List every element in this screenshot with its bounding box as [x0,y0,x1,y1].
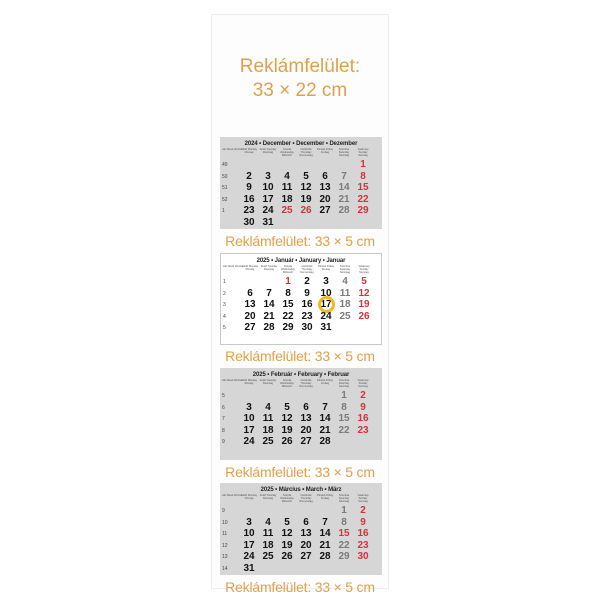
week-number-header: Hét Week Woche [222,379,243,382]
day-cell: 19 [281,424,293,436]
week-number: 1 [223,279,226,285]
week-row [221,311,381,323]
day-cell: 8 [341,516,347,528]
weekday-header: Szombat Saturday Samstag [339,265,351,274]
day-cell: 23 [301,310,313,322]
day-cell: 4 [342,276,348,287]
week-row [221,299,381,311]
week-number-header: Hét Week Woche [223,265,244,268]
weekday-header: Péntek Friday Freitag [317,265,334,271]
day-cell: 30 [357,551,369,562]
day-cell: 28 [338,205,350,216]
day-cell: 21 [319,539,331,551]
day-cell: 14 [338,182,350,193]
day-cell: 16 [243,193,255,205]
month-title: 2025 • Január • January • Januar [256,258,346,264]
week-row [220,563,382,575]
weekday-header: Hétfő Monday Montag [241,265,259,271]
day-cell: 18 [262,539,274,551]
day-cell: 7 [322,401,328,413]
day-cell: 22 [357,193,369,205]
weekday-header: Szerda Wednesday Mittwoch [280,148,294,157]
day-cell: 16 [301,299,313,310]
weekday-header: Kedd Tuesday Dienstag [259,148,277,154]
day-cell: 16 [357,413,369,424]
day-cell: 20 [319,193,331,205]
day-cell: 30 [243,216,255,228]
day-cell: 28 [263,322,275,333]
weekday-header: Hétfő Monday Montag [240,494,258,500]
weekday-header: Hétfő Monday Montag [240,148,258,154]
day-cell: 17 [320,299,332,310]
week-number: 52 [222,196,228,203]
day-cell: 7 [341,170,347,182]
day-cell: 5 [303,170,309,182]
day-cell: 15 [282,299,294,310]
week-number: 11 [222,531,228,537]
week-number: 5 [222,393,225,399]
week-row [220,182,382,194]
day-cell: 13 [300,528,312,539]
weekday-header: Vasárnap Sunday Sonntag [358,265,370,274]
month-title: 2024 • December • December • Dezember [244,141,358,147]
week-row [220,413,382,425]
day-cell: 23 [243,205,255,216]
day-cell: 14 [263,299,275,310]
month-calendar [220,253,382,345]
day-cell: 27 [319,205,331,216]
day-cell: 11 [339,287,351,299]
calendar-strip [211,14,389,595]
weekday-header: Csütörtök Thursday Donnerstag [299,148,313,157]
advertising-area-top [212,55,388,103]
weekday-header: Péntek Friday Freitag [316,379,333,385]
day-cell: 13 [244,299,256,310]
day-cell: 9 [360,516,366,528]
day-cell: 21 [263,310,275,322]
day-cell: 29 [357,205,369,216]
week-row [220,551,382,563]
day-cell: 12 [281,413,293,424]
week-number: 6 [222,404,225,411]
day-cell: 5 [284,516,290,528]
weekday-header: Szerda Wednesday Mittwoch [280,379,294,388]
day-cell: 28 [319,551,331,562]
day-cell: 3 [323,276,329,287]
day-cell: 22 [338,424,350,436]
day-cell: 31 [262,216,274,228]
week-number: 9 [222,508,225,514]
day-cell: 24 [243,551,255,562]
day-cell: 8 [360,170,366,182]
day-cell: 20 [300,539,312,551]
day-cell: 18 [339,299,351,310]
week-number: 5 [223,325,226,331]
day-cell: 11 [262,413,274,424]
day-cell: 29 [282,322,294,333]
week-row [220,540,382,552]
day-cell: 13 [319,182,331,193]
week-number: 8 [222,427,225,434]
day-cell: 4 [284,170,290,182]
day-cell: 3 [246,401,252,413]
day-cell: 12 [358,287,370,299]
day-cell: 6 [247,287,253,299]
day-cell: 2 [246,170,252,182]
ad-top-line1: Reklámfelület: [239,56,361,77]
day-cell: 15 [338,528,350,539]
day-cell: 4 [265,516,271,528]
week-number: 51 [222,185,228,191]
week-row [220,205,382,217]
day-cell: 8 [285,287,291,299]
day-cell: 2 [304,276,310,287]
month-title: 2025 • Február • February • Februar [252,372,350,378]
day-cell: 14 [319,413,331,424]
day-cell: 6 [322,170,328,182]
day-cell: 25 [339,310,351,322]
week-number: 12 [222,542,228,549]
weekday-header: Kedd Tuesday Dienstag [259,379,277,385]
week-number: 2 [223,290,226,297]
weekday-header: Vasárnap Sunday Sonntag [357,379,369,388]
day-cell: 29 [338,551,350,562]
week-row [220,517,382,529]
day-cell: 4 [265,401,271,413]
day-cell: 7 [322,516,328,528]
week-row [220,528,382,540]
day-cell: 5 [361,276,367,287]
week-number: 9 [222,439,225,445]
week-row [220,390,382,402]
weekday-header: Szombat Saturday Samstag [338,494,350,503]
day-cell: 2 [360,390,366,401]
week-number: 1 [222,208,225,214]
day-cell: 28 [319,436,331,447]
day-cell: 22 [282,310,294,322]
day-cell: 3 [265,170,271,182]
day-cell: 25 [281,205,293,216]
weekday-header: Hétfő Monday Montag [240,379,258,385]
weekday-header-row [220,379,382,389]
weekday-header: Csütörtök Thursday Donnerstag [299,494,313,503]
week-row [220,402,382,414]
day-cell: 11 [281,182,293,193]
day-cell: 15 [338,413,350,424]
day-cell: 10 [243,528,255,539]
day-cell: 14 [319,528,331,539]
week-row [220,505,382,517]
day-cell: 18 [262,424,274,436]
day-cell: 10 [320,287,332,299]
advertising-band: Reklámfelület: 33 × 5 cm [225,464,375,480]
day-cell: 10 [243,413,255,424]
week-row [220,217,382,229]
day-cell: 9 [360,401,366,413]
day-cell: 6 [303,401,309,413]
week-row [220,171,382,183]
day-cell: 9 [304,287,310,299]
day-cell: 21 [319,424,331,436]
day-cell: 1 [341,390,347,401]
advertising-band: Reklámfelület: 33 × 5 cm [225,233,375,249]
day-cell: 15 [357,182,369,193]
weekday-header: Péntek Friday Freitag [316,494,333,500]
day-cell: 17 [262,193,274,205]
weekday-header: Szerda Wednesday Mittwoch [280,494,294,503]
week-number-header: Hét Week Woche [222,148,243,151]
week-number-header: Hét Week Woche [222,494,243,497]
week-row [221,288,381,300]
day-cell: 1 [341,505,347,516]
month-calendar [220,137,382,229]
day-cell: 27 [300,551,312,562]
day-cell: 19 [281,539,293,551]
day-cell: 26 [300,205,312,216]
weekday-header: Kedd Tuesday Dienstag [259,494,277,500]
day-cell: 19 [300,193,312,205]
week-row [221,322,381,334]
week-row [220,436,382,448]
month-title: 2025 • Március • March • März [260,487,342,493]
weekday-header: Szombat Saturday Samstag [338,379,350,388]
week-number: 50 [222,173,228,180]
week-number: 10 [222,519,228,526]
day-cell: 13 [300,413,312,424]
week-number: 3 [223,302,226,308]
day-cell: 1 [285,276,291,287]
day-cell: 17 [243,424,255,436]
day-cell: 5 [284,401,290,413]
day-cell: 12 [281,528,293,539]
day-cell: 27 [244,322,256,333]
week-number: 7 [222,416,225,422]
day-cell: 25 [262,551,274,562]
week-row [220,194,382,206]
weekday-header: Csütörtök Thursday Donnerstag [300,265,314,274]
day-cell: 3 [246,516,252,528]
weekday-header: Vasárnap Sunday Sonntag [357,148,369,157]
weekday-header: Kedd Tuesday Dienstag [260,265,278,271]
month-calendar [220,483,382,575]
day-cell: 26 [358,310,370,322]
day-cell: 21 [338,193,350,205]
weekday-header: Péntek Friday Freitag [316,148,333,154]
day-cell: 25 [262,436,274,447]
day-cell: 30 [301,322,313,333]
day-cell: 20 [300,424,312,436]
weekday-header: Vasárnap Sunday Sonntag [357,494,369,503]
day-cell: 11 [262,528,274,539]
day-cell: 10 [262,182,274,193]
ad-top-line2: 33 × 22 cm [252,80,348,101]
day-cell: 12 [300,182,312,193]
week-row [221,276,381,288]
day-cell: 31 [243,562,255,574]
weekday-header: Szerda Wednesday Mittwoch [281,265,295,274]
weekday-header-row [220,148,382,158]
day-cell: 2 [360,505,366,516]
day-cell: 6 [303,516,309,528]
day-cell: 27 [300,436,312,447]
weekday-header-row [221,265,381,275]
day-cell: 31 [320,322,332,333]
week-number: 4 [223,313,226,320]
advertising-band: Reklámfelület: 33 × 5 cm [225,348,375,364]
day-cell: 22 [338,539,350,551]
week-number: 13 [222,554,228,560]
weekday-header-row [220,494,382,504]
day-cell: 23 [357,539,369,551]
day-cell: 23 [357,424,369,436]
week-number: 14 [222,565,228,572]
day-cell: 24 [243,436,255,447]
day-cell: 18 [281,193,293,205]
day-cell: 7 [266,287,272,299]
day-cell: 20 [244,310,256,322]
advertising-band: Reklámfelület: 33 × 5 cm [225,579,375,595]
weekday-header: Csütörtök Thursday Donnerstag [299,379,313,388]
weekday-header: Szombat Saturday Samstag [338,148,350,157]
day-cell: 16 [357,528,369,539]
day-cell: 24 [262,205,274,216]
day-cell: 8 [341,401,347,413]
day-cell: 9 [246,182,252,193]
day-cell: 26 [281,436,293,447]
week-row [220,159,382,171]
week-row [220,425,382,437]
week-number: 49 [222,162,228,168]
day-cell: 26 [281,551,293,562]
day-cell: 17 [243,539,255,551]
day-cell: 19 [358,299,370,310]
day-cell: 24 [320,310,332,322]
day-cell: 1 [360,159,366,170]
month-calendar [220,368,382,460]
